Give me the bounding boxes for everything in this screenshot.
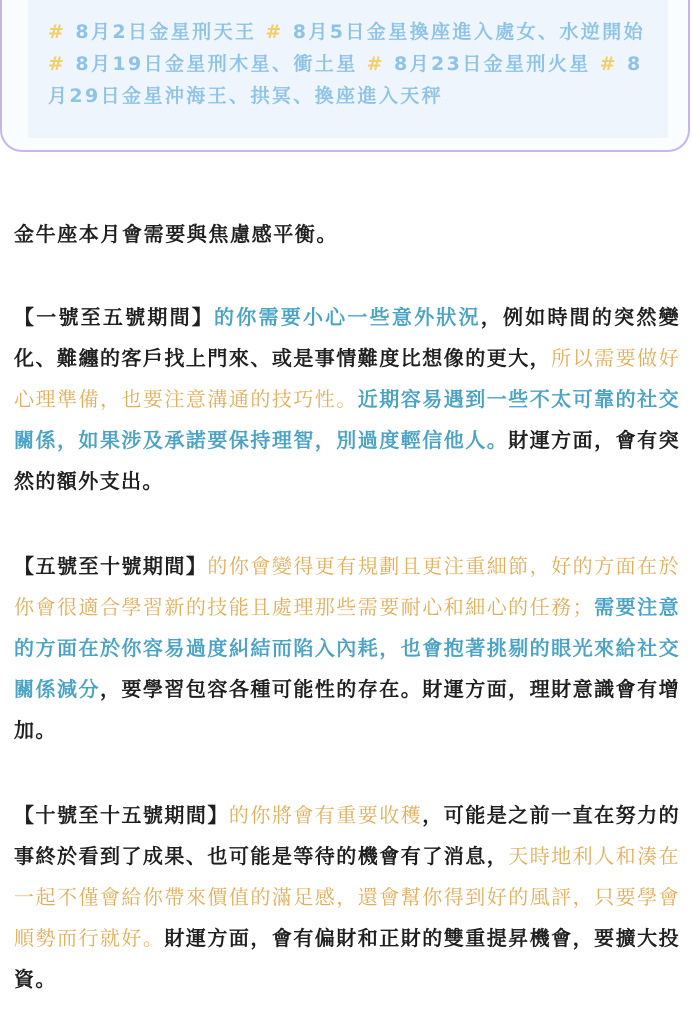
period-paragraph-3 [14,795,680,1000]
body-text: ，例如時間的突然變化、難纏的客戶找上門來、或是事情難度比想像的更大， [14,305,680,370]
body-text: ，可能是之前一直在努力的事終於看到了成果、也可能是等待的機會有了消息， [14,803,680,868]
hashtag-icon: # [48,21,67,43]
intro-text: 金牛座本月會需要與焦慮感平衡。 [14,222,338,246]
tag-link[interactable]: 8月5日金星換座進入處女、水逆開始 [292,21,645,43]
highlight-text: 近期容易遇到一些不太可靠的社交關係，如果涉及承諾要保持理智，別過度輕信他人。 [14,387,681,452]
period-paragraph-2 [14,546,680,751]
hashtag-icon: # [265,21,284,43]
accent-text: 的你將會有重要收穫 [228,803,423,827]
astro-tags [48,16,664,112]
highlight-text: 的你需要小心一些意外狀況 [214,305,481,329]
accent-text: 天時地利人和湊在一起不僅會給你帶來價值的滿足感，還會幫你得到好的風評，只要學會順勢而行就好。 [14,844,681,950]
body-text: ，要學習包容各種可能性的存在。財運方面，理財意識會有增加。 [14,677,680,742]
highlight-text: 需要注意的方面在於你容易過度糾結而陷入內耗，也會抱著挑剔的眼光來給社交關係減分 [14,595,680,701]
period-heading: 【十號至十五號期間】 [14,803,229,827]
period-heading: 【一號至五號期間】 [14,305,215,329]
tag-link[interactable]: 8月23日金星刑火星 [393,53,591,75]
hashtag-icon: # [366,53,385,75]
period-heading: 【五號至十號期間】 [14,554,208,578]
tag-link[interactable]: 8月29日金星沖海王、拱冥、換座進入天秤 [48,53,643,107]
tag-link[interactable]: 8月19日金星刑木星、衝土星 [75,53,358,75]
hashtag-icon: # [599,53,618,75]
finance-text: 財運方面，會有突然的額外支出。 [14,428,681,493]
accent-text: 所以需要做好心理準備，也要注意溝通的技巧性。 [14,346,681,411]
tag-link[interactable]: 8月2日金星刑天王 [75,21,257,43]
hashtag-icon: # [48,53,67,75]
accent-text: 的你會變得更有規劃且更注重細節，好的方面在於你會很適合學習新的技能且處理那些需要耐心和細心的任務； [14,554,680,619]
period-paragraph-1 [14,297,680,502]
finance-text: 財運方面，會有偏財和正財的雙重提昇機會，要擴大投資。 [14,926,680,991]
